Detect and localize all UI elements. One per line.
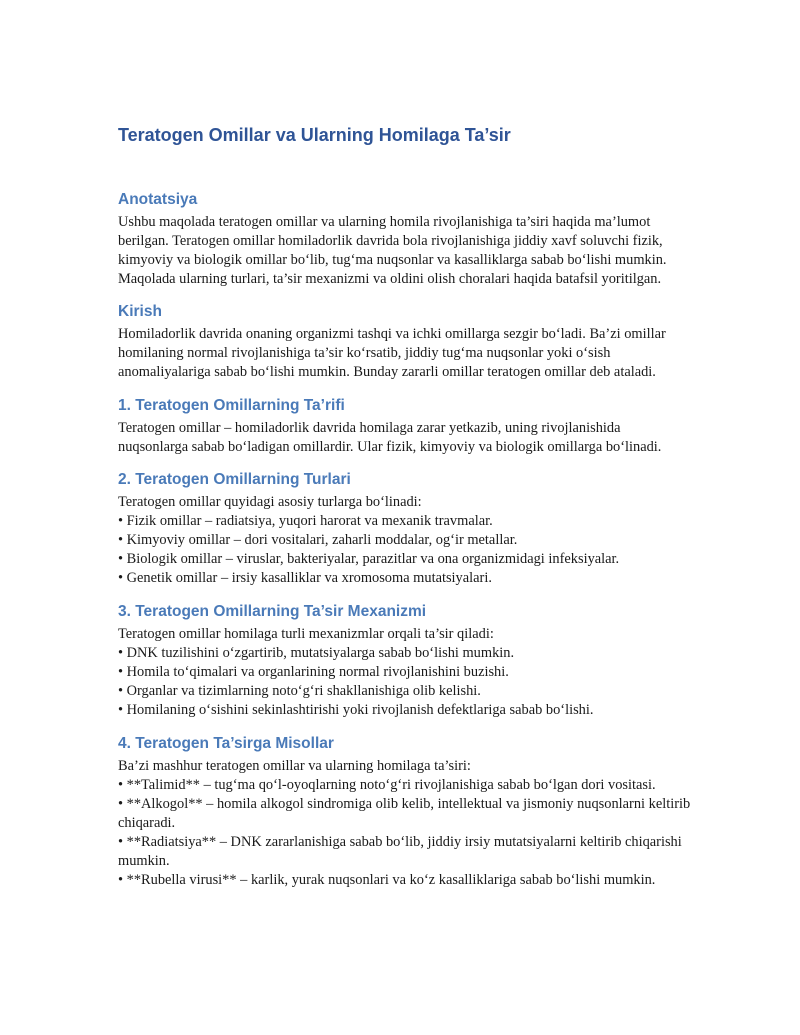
section-anotatsiya [118,190,693,289]
list-item: • Organlar va tizimlarning noto‘g‘ri shakllanishiga olib kelishi. [118,683,481,699]
section-heading: 4. Teratogen Ta’sirga Misollar [118,735,334,752]
list-item: • Homila to‘qimalari va organlarining normal rivojlanishini buzishi. [118,664,509,680]
list-item: • Biologik omillar – viruslar, bakteriyalar, parazitlar va ona organizmidagi infeksiyalar. [118,551,620,567]
list-item: • Kimyoviy omillar – dori vositalari, zaharli moddalar, og‘ir metallar. [118,532,518,548]
section-heading: Anotatsiya [118,191,198,208]
section-kirish [118,302,693,382]
section-paragraph: Homiladorlik davrida onaning organizmi tashqi va ichki omillarga sezgir bo‘ladi. Ba’zi omillar homilaning normal rivojlanishiga ta’sir ko‘rsatib, jiddiy tug‘ma nuqsonlar yoki o‘sish anomaliyalariga sabab bo‘lishi mumkin. Bunday zararli omillar teratogen omillar deb ataladi. [118,326,666,380]
list-item: • **Radiatsiya** – DNK zararlanishiga sabab bo‘lib, jiddiy irsiy mutatsiyalarni keltirib chiqarishi mumkin. [118,834,682,869]
section-paragraph: Ba’zi mashhur teratogen omillar va ularning homilaga ta’siri: [118,758,471,774]
section-heading: Kirish [118,303,162,320]
list-item: • **Rubella virusi** – karlik, yurak nuqsonlari va ko‘z kasalliklariga sabab bo‘lishi mumkin. [118,872,656,888]
section-heading: 2. Teratogen Omillarning Turlari [118,471,351,488]
list-item: • Genetik omillar – irsiy kasalliklar va xromosoma mutatsiyalari. [118,570,492,586]
section-heading: 1. Teratogen Omillarning Ta’rifi [118,397,345,414]
list-item: • **Talimid** – tug‘ma qo‘l-oyoqlarning noto‘g‘ri rivojlanishiga sabab bo‘lgan dori vositasi. [118,777,656,793]
section-tarifi [118,396,693,457]
section-paragraph: Teratogen omillar – homiladorlik davrida homilaga zarar yetkazib, uning rivojlanishida nuqsonlarga sabab bo‘ladigan omillardir. Ular fizik, kimyoviy va biologik omillarga bo‘linadi. [118,420,662,455]
section-mexanizmi [118,602,693,720]
section-turlari [118,470,693,588]
list-item: • Fizik omillar – radiatsiya, yuqori harorat va mexanik travmalar. [118,513,493,529]
list-item: • Homilaning o‘sishini sekinlashtirishi yoki rivojlanish defektlariga sabab bo‘lishi. [118,702,594,718]
document-title: Teratogen Omillar va Ularning Homilaga Ta’sir [118,125,511,145]
section-paragraph: Teratogen omillar quyidagi asosiy turlarga bo‘linadi: [118,494,422,510]
bullet-list [118,512,693,588]
list-item: • **Alkogol** – homila alkogol sindromiga olib kelib, intellektual va jismoniy nuqsonlarni keltirib chiqaradi. [118,796,691,831]
section-paragraph: Ushbu maqolada teratogen omillar va ularning homila rivojlanishiga ta’siri haqida ma’lumot berilgan. Teratogen omillar homiladorlik davrida bola rivojlanishiga jiddiy xavf soluvchi fizik, kimyoviy va biologik omillar bo‘lib, tug‘ma nuqsonlar va kasalliklarga sabab bo‘lishi mumkin. Maqolada ularning turlari, ta’sir mexanizmi va oldini olish choralari haqida batafsil yoritilgan. [118,214,667,287]
bullet-list [118,776,693,890]
section-heading: 3. Teratogen Omillarning Ta’sir Mexanizmi [118,603,427,620]
list-item: • DNK tuzilishini o‘zgartirib, mutatsiyalarga sabab bo‘lishi mumkin. [118,645,515,661]
bullet-list [118,644,693,720]
section-paragraph: Teratogen omillar homilaga turli mexanizmlar orqali ta’sir qiladi: [118,626,494,642]
section-misollar [118,734,693,890]
